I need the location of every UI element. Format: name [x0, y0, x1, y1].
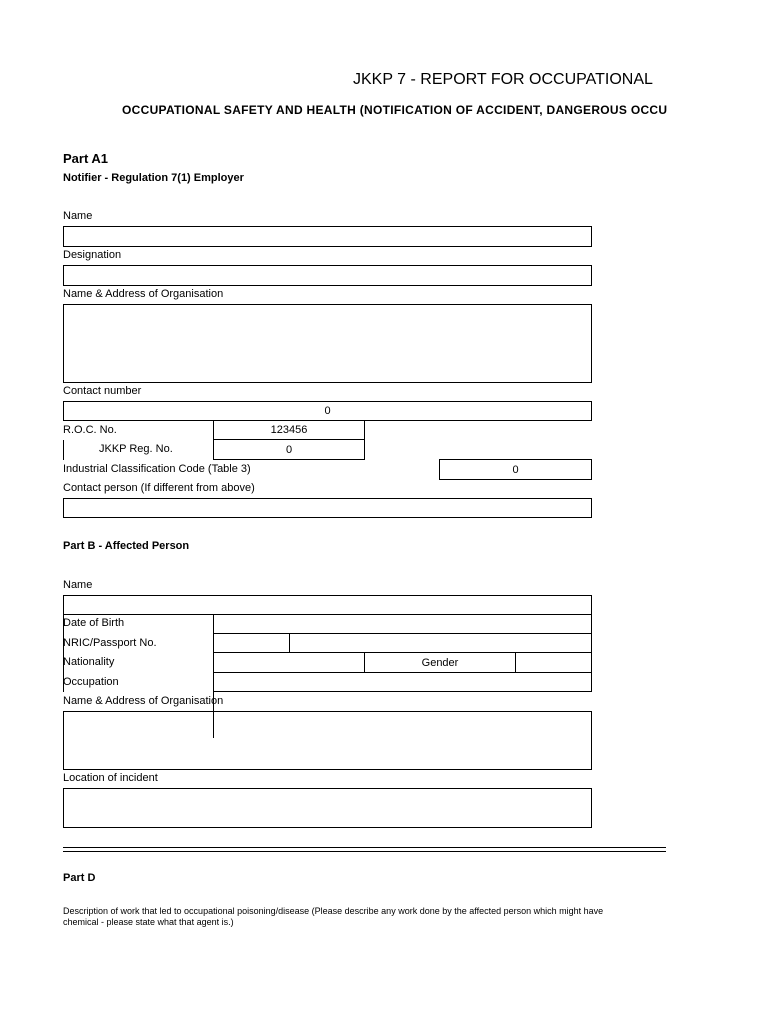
occupation-field[interactable] — [213, 672, 592, 692]
industrial-code-label: Industrial Classification Code (Table 3) — [63, 463, 251, 475]
part-a1-heading: Part A1 — [63, 151, 109, 166]
organisation-address-field[interactable] — [63, 304, 592, 383]
part-d-description — [63, 906, 668, 934]
organisation-label: Name & Address of Organisation — [63, 288, 224, 300]
location-field[interactable] — [63, 788, 592, 828]
contact-person-field[interactable] — [63, 498, 592, 518]
nationality-label: Nationality — [63, 656, 115, 668]
jkkp-value: 0 — [285, 443, 293, 456]
contact-person-label: Contact person (If different from above) — [63, 482, 255, 494]
nationality-field[interactable] — [213, 652, 365, 673]
contact-number-value: 0 — [324, 405, 331, 417]
contact-number-label: Contact number — [63, 385, 142, 397]
notifier-label: Notifier - Regulation 7(1) Employer — [63, 172, 244, 184]
part-b-heading: Part B - Affected Person — [63, 540, 190, 552]
page-subtitle-text: OCCUPATIONAL SAFETY AND HEALTH (NOTIFICATION OF ACCIDENT, DANGEROUS OCCU — [122, 103, 668, 117]
affected-org-label-part1: Name & Address of Organisat — [63, 695, 209, 707]
dob-label: Date of Birth — [63, 617, 125, 629]
designation-label: Designation — [63, 249, 122, 261]
affected-org-label-part2: ion — [208, 695, 224, 707]
affected-name-field[interactable] — [63, 595, 592, 615]
jkkp-label: JKKP Reg. No. — [99, 443, 173, 455]
employer-name-label: Name — [63, 210, 93, 222]
dob-field[interactable] — [213, 614, 592, 634]
industrial-code-field[interactable] — [439, 459, 592, 480]
nric-field-part2[interactable] — [289, 633, 592, 653]
roc-field[interactable] — [213, 420, 365, 440]
gender-label: Gender — [421, 656, 459, 669]
industrial-code-value: 0 — [512, 463, 519, 476]
part-d-heading: Part D — [63, 872, 96, 884]
page-title: JKKP 7 - REPORT FOR OCCUPATIONAL — [353, 71, 653, 88]
nric-field-part1[interactable] — [213, 633, 290, 653]
jkkp-field[interactable] — [213, 439, 365, 460]
affected-name-label: Name — [63, 579, 93, 591]
part-d-description-line1: Description of work that led to occupational poisoning/disease (Please describe any work done by the affected person which might have — [63, 906, 604, 916]
section-divider-bottom — [63, 851, 666, 852]
affected-org-field[interactable] — [63, 711, 592, 770]
nric-label: NRIC/Passport No. — [63, 637, 157, 649]
section-divider-top — [63, 847, 666, 848]
page-subtitle — [122, 101, 668, 119]
gender-field[interactable] — [515, 652, 592, 673]
employer-name-field[interactable] — [63, 226, 592, 247]
designation-field[interactable] — [63, 265, 592, 286]
location-label: Location of incident — [63, 772, 158, 784]
affected-org-label — [63, 694, 223, 708]
occupation-label: Occupation — [63, 676, 119, 688]
gender-label-cell — [364, 652, 516, 673]
contact-number-field[interactable] — [63, 401, 592, 421]
roc-value: 123456 — [270, 424, 308, 436]
jkkp-left-border — [63, 440, 64, 460]
part-d-description-line2: chemical - please state what that agent is.) — [63, 917, 234, 927]
roc-label: R.O.C. No. — [63, 424, 117, 436]
